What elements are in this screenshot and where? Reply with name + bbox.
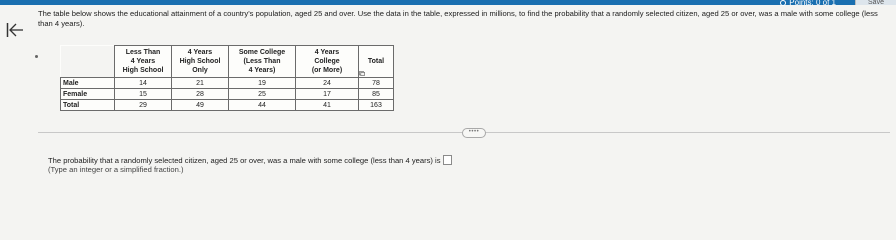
answer-hint: (Type an integer or a simplified fraction.) — [48, 165, 184, 174]
answer-prompt-text: The probability that a randomly selected citizen, aged 25 or over, was a male with some college (less than 4 years) is — [48, 156, 441, 165]
table-row — [61, 89, 394, 100]
header-total: Total — [367, 58, 385, 65]
points-indicator — [566, 0, 836, 8]
educational-attainment-table — [60, 45, 394, 111]
column-header — [172, 46, 229, 78]
table-cell: 24 — [296, 78, 359, 89]
table-corner-cell — [61, 46, 115, 78]
column-header — [296, 46, 359, 78]
header-4-years-high-school: 4 Years High School Only — [179, 49, 221, 74]
table-row — [61, 78, 394, 89]
table-cell: 85 — [359, 89, 394, 100]
bullet-dot — [35, 55, 38, 58]
table-cell: 28 — [172, 89, 229, 100]
table-cell: 21 — [172, 78, 229, 89]
column-header — [229, 46, 296, 78]
table-cell: 19 — [229, 78, 296, 89]
row-label: Total — [61, 100, 115, 111]
table-cell: 25 — [229, 89, 296, 100]
table-header-row — [61, 46, 394, 78]
header-4-years-college: 4 Years College (or More) — [311, 49, 343, 74]
question-text: The table below shows the educational attainment of a country's population, aged 25 and over. Use the data in the table, expressed in millions, to find the probability that a randomly selected citizen, aged 25 or over, was a male with some college (less than 4 years). — [38, 9, 878, 28]
table-cell: 14 — [115, 78, 172, 89]
table-cell: 78 — [359, 78, 394, 89]
table-cell: 15 — [115, 89, 172, 100]
row-label: Male — [61, 78, 115, 89]
expand-more-button[interactable]: •••• — [462, 128, 486, 138]
answer-prompt-line — [48, 155, 452, 165]
points-label: Points: 0 of 1 — [789, 0, 836, 8]
progress-circle-icon — [780, 0, 786, 6]
column-header — [115, 46, 172, 78]
table-cell: 29 — [115, 100, 172, 111]
header-some-college: Some College (Less Than 4 Years) — [238, 49, 286, 74]
table-cell: 49 — [172, 100, 229, 111]
table-cell: 41 — [296, 100, 359, 111]
table-cell: 44 — [229, 100, 296, 111]
table-cell: 163 — [359, 100, 394, 111]
row-label: Female — [61, 89, 115, 100]
table-row — [61, 100, 394, 111]
table-cell: 17 — [296, 89, 359, 100]
answer-input[interactable] — [443, 155, 452, 165]
header-less-than-4-years: Less Than 4 Years High School — [122, 49, 164, 74]
back-arrow-icon[interactable] — [6, 22, 24, 38]
copy-table-icon[interactable] — [359, 71, 365, 76]
save-button[interactable]: Save — [855, 0, 896, 5]
